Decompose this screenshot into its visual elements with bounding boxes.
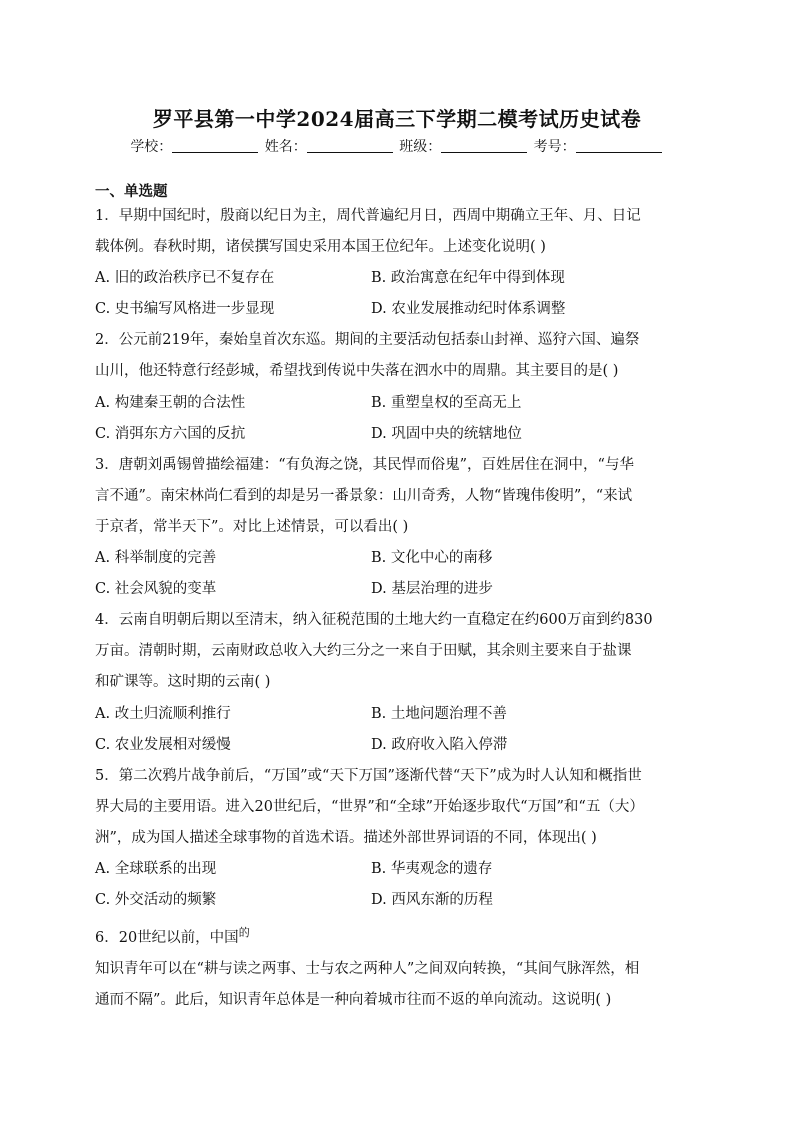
class-blank[interactable]	[441, 138, 527, 153]
question-3-option-c[interactable]: C. 社会风貌的变革	[95, 581, 217, 597]
question-5-line-2: 界大局的主要用语。进入20世纪后，“世界”和“全球”开始逐步取代“万国”和“五（大）	[95, 799, 644, 815]
question-2-option-b[interactable]: B. 重塑皇权的至高无上	[371, 395, 522, 411]
question-5-option-b[interactable]: B. 华夷观念的遗存	[371, 861, 493, 877]
question-4-option-a[interactable]: A. 改土归流顺利推行	[95, 706, 231, 722]
question-5-option-a[interactable]: A. 全球联系的出现	[95, 861, 217, 877]
question-4-option-b[interactable]: B. 土地问题治理不善	[371, 706, 507, 722]
question-1-line-2: 载体例。春秋时期，诸侯撰写国史采用本国王位纪年。上述变化说明( )	[95, 239, 546, 255]
question-5-option-d[interactable]: D. 西风东渐的历程	[371, 892, 493, 908]
school-label: 学校：	[130, 139, 173, 155]
question-1-option-b[interactable]: B. 政治寓意在纪年中得到体现	[371, 270, 565, 286]
name-label: 姓名：	[264, 139, 307, 155]
question-6-lead: 6．20世纪以前，中国	[95, 930, 239, 946]
question-3-line-1: 3．唐朝刘禹锡曾描绘福建：“有负海之饶，其民悍而俗鬼”，百姓居住在洞中，“与华	[95, 457, 634, 473]
question-5-line-1: 5．第二次鸦片战争前后，“万国”或“天下万国”逐渐代替“天下”成为时人认知和概指世	[95, 768, 642, 784]
question-6-line-1	[95, 924, 705, 947]
section-heading: 一、单选题	[95, 183, 168, 200]
question-1-option-c[interactable]: C. 史书编写风格进一步显现	[95, 301, 275, 317]
school-blank[interactable]	[172, 138, 258, 153]
question-4-line-2: 万亩。清朝时期，云南财政总收入大约三分之一来自于田赋，其余则主要来自于盐课	[95, 643, 632, 659]
question-1-line-1: 1．早期中国纪时，殷商以纪日为主，周代普遍纪月日，西周中期确立王年、月、日记	[95, 208, 641, 224]
question-5-option-c[interactable]: C. 外交活动的频繁	[95, 892, 217, 908]
question-3-option-a[interactable]: A. 科举制度的完善	[95, 550, 217, 566]
question-2-option-a[interactable]: A. 构建秦王朝的合法性	[95, 395, 246, 411]
exam-title: 罗平县第一中学2024届高三下学期二模考试历史试卷	[152, 107, 642, 131]
question-4-option-c[interactable]: C. 农业发展相对缓慢	[95, 737, 231, 753]
question-6-line-2: 知识青年可以在“耕与读之两事、士与农之两种人”之间双向转换，“其间气脉浑然，相	[95, 961, 640, 977]
question-2-line-2: 山川，他还特意行经彭城，希望找到传说中失落在泗水中的周鼎。其主要目的是( )	[95, 363, 619, 379]
question-2-option-c[interactable]: C. 消弭东方六国的反抗	[95, 426, 246, 442]
question-4-line-1: 4．云南自明朝后期以至清末，纳入征税范围的土地大约一直稳定在约600万亩到约830	[95, 612, 653, 628]
question-1-option-d[interactable]: D. 农业发展推动纪时体系调整	[371, 301, 566, 317]
number-label: 考号：	[533, 139, 576, 155]
question-3-option-d[interactable]: D. 基层治理的进步	[371, 581, 493, 597]
question-3-line-3: 于京者，常半天下”。对比上述情景，可以看出( )	[95, 519, 409, 535]
question-3-option-b[interactable]: B. 文化中心的南移	[371, 550, 493, 566]
question-2-line-1: 2．公元前219年，秦始皇首次东巡。期间的主要活动包括泰山封禅、巡狩六国、遍祭	[95, 332, 640, 348]
name-blank[interactable]	[307, 138, 393, 153]
number-blank[interactable]	[576, 138, 662, 153]
question-5-line-3: 洲”，成为国人描述全球事物的首选术语。描述外部世界词语的不同，体现出( )	[95, 830, 597, 846]
class-label: 班级：	[399, 139, 442, 155]
question-4-option-d[interactable]: D. 政府收入陷入停滞	[371, 737, 508, 753]
question-6-lead-char: 的	[238, 926, 250, 939]
question-1-option-a[interactable]: A. 旧的政治秩序已不复存在	[95, 270, 275, 286]
question-4-line-3: 和矿课等。这时期的云南( )	[95, 674, 271, 690]
student-info-row	[0, 136, 794, 156]
question-6-line-3: 通而不隔”。此后，知识青年总体是一种向着城市往而不返的单向流动。这说明( )	[95, 992, 612, 1008]
question-2-option-d[interactable]: D. 巩固中央的统辖地位	[371, 426, 522, 442]
question-3-line-2: 言不通”。南宋林尚仁看到的却是另一番景象：山川奇秀，人物“皆瑰伟俊明”，“来试	[95, 488, 633, 504]
